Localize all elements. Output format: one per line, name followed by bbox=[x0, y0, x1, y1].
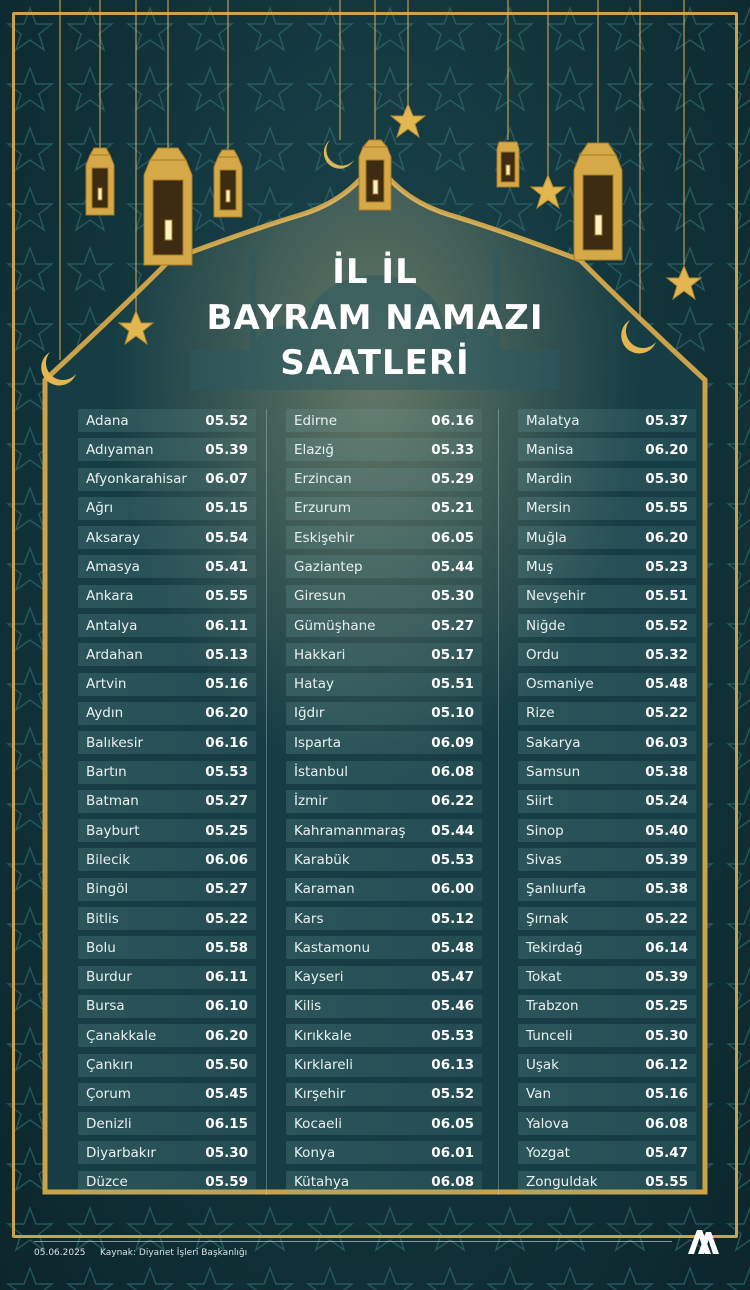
city-row bbox=[78, 497, 256, 520]
prayer-time: 05.51 bbox=[645, 588, 688, 605]
prayer-time: 05.15 bbox=[205, 500, 248, 517]
city-row bbox=[518, 438, 696, 461]
city-name: Kilis bbox=[294, 998, 322, 1015]
city-name: Bolu bbox=[86, 939, 116, 956]
city-column-3 bbox=[518, 409, 696, 1200]
city-row bbox=[518, 907, 696, 930]
city-name: Uşak bbox=[526, 1057, 560, 1074]
city-name: İstanbul bbox=[294, 764, 349, 781]
city-name: Malatya bbox=[526, 412, 580, 429]
city-name: Adana bbox=[86, 412, 129, 429]
city-row bbox=[78, 438, 256, 461]
city-name: Tunceli bbox=[526, 1027, 573, 1044]
city-row bbox=[286, 468, 482, 491]
city-row bbox=[286, 1112, 482, 1135]
city-name: Kırıkkale bbox=[294, 1027, 352, 1044]
city-name: Rize bbox=[526, 705, 555, 722]
city-name: Muş bbox=[526, 558, 554, 575]
city-row bbox=[78, 761, 256, 784]
aa-logo-icon bbox=[686, 1226, 720, 1256]
city-name: Sivas bbox=[526, 851, 562, 868]
city-name: Edirne bbox=[294, 412, 338, 429]
prayer-time: 05.33 bbox=[431, 441, 474, 458]
city-name: Çanakkale bbox=[86, 1027, 157, 1044]
prayer-time: 05.12 bbox=[431, 910, 474, 927]
city-row bbox=[78, 878, 256, 901]
prayer-time: 05.48 bbox=[645, 676, 688, 693]
city-name: Kayseri bbox=[294, 969, 344, 986]
city-row bbox=[518, 702, 696, 725]
city-name: Karabük bbox=[294, 851, 350, 868]
city-row bbox=[286, 702, 482, 725]
city-name: Kocaeli bbox=[294, 1115, 342, 1132]
city-row bbox=[518, 497, 696, 520]
city-name: Kastamonu bbox=[294, 939, 371, 956]
prayer-time: 05.32 bbox=[645, 646, 688, 663]
city-name: Kütahya bbox=[294, 1174, 350, 1191]
prayer-time: 05.27 bbox=[205, 881, 248, 898]
prayer-time: 05.47 bbox=[431, 969, 474, 986]
city-name: Samsun bbox=[526, 764, 581, 781]
prayer-time: 05.27 bbox=[431, 617, 474, 634]
prayer-time: 05.41 bbox=[205, 558, 248, 575]
city-name: Ankara bbox=[86, 588, 134, 605]
city-row bbox=[286, 819, 482, 842]
city-row bbox=[518, 936, 696, 959]
city-name: Bitlis bbox=[86, 910, 119, 927]
prayer-time: 05.52 bbox=[205, 412, 248, 429]
city-row bbox=[78, 702, 256, 725]
city-row bbox=[78, 526, 256, 549]
city-row bbox=[286, 1024, 482, 1047]
prayer-time: 05.13 bbox=[205, 646, 248, 663]
city-row bbox=[286, 1054, 482, 1077]
footer-divider bbox=[34, 1241, 672, 1242]
prayer-time: 05.30 bbox=[431, 588, 474, 605]
prayer-time: 06.16 bbox=[205, 734, 248, 751]
city-column-2 bbox=[286, 409, 482, 1200]
prayer-time: 05.22 bbox=[205, 910, 248, 927]
city-name: Yalova bbox=[526, 1115, 569, 1132]
prayer-time: 06.10 bbox=[205, 998, 248, 1015]
city-row bbox=[286, 614, 482, 637]
city-name: Ağrı bbox=[86, 500, 114, 517]
city-row bbox=[518, 995, 696, 1018]
prayer-time: 06.15 bbox=[205, 1115, 248, 1132]
city-name: Giresun bbox=[294, 588, 346, 605]
city-row bbox=[286, 1171, 482, 1194]
city-row bbox=[286, 673, 482, 696]
city-name: Sinop bbox=[526, 822, 564, 839]
city-row bbox=[518, 643, 696, 666]
city-row bbox=[78, 585, 256, 608]
prayer-time: 05.38 bbox=[645, 881, 688, 898]
prayer-time: 05.48 bbox=[431, 939, 474, 956]
city-row bbox=[78, 1112, 256, 1135]
city-row bbox=[286, 555, 482, 578]
city-name: Mardin bbox=[526, 471, 573, 488]
city-name: Kars bbox=[294, 910, 324, 927]
prayer-time: 05.40 bbox=[645, 822, 688, 839]
prayer-time: 06.12 bbox=[645, 1057, 688, 1074]
prayer-time: 06.08 bbox=[431, 1174, 474, 1191]
prayer-time: 05.52 bbox=[431, 1086, 474, 1103]
city-name: Hatay bbox=[294, 676, 334, 693]
prayer-time: 05.58 bbox=[205, 939, 248, 956]
city-name: Aksaray bbox=[86, 529, 141, 546]
city-row bbox=[78, 848, 256, 871]
title-line-1: İL İL bbox=[332, 252, 418, 292]
city-row bbox=[78, 468, 256, 491]
title-line-3: SAATLERİ bbox=[280, 343, 470, 383]
city-name: Gaziantep bbox=[294, 558, 363, 575]
city-row bbox=[518, 555, 696, 578]
prayer-time: 05.16 bbox=[205, 676, 248, 693]
prayer-time: 05.51 bbox=[431, 676, 474, 693]
prayer-time: 05.30 bbox=[205, 1144, 248, 1161]
city-row bbox=[78, 1024, 256, 1047]
prayer-time: 06.20 bbox=[205, 1027, 248, 1044]
city-row bbox=[286, 643, 482, 666]
prayer-time: 05.39 bbox=[645, 851, 688, 868]
prayer-time: 05.39 bbox=[205, 441, 248, 458]
city-column-1 bbox=[78, 409, 256, 1200]
city-name: Niğde bbox=[526, 617, 566, 634]
city-name: Afyonkarahisar bbox=[86, 471, 187, 488]
city-row bbox=[286, 848, 482, 871]
city-name: Çankırı bbox=[86, 1057, 134, 1074]
city-row bbox=[78, 1141, 256, 1164]
prayer-time: 05.25 bbox=[205, 822, 248, 839]
city-name: Trabzon bbox=[526, 998, 579, 1015]
prayer-time: 05.45 bbox=[205, 1086, 248, 1103]
city-name: Osmaniye bbox=[526, 676, 594, 693]
city-row bbox=[518, 409, 696, 432]
city-name: Muğla bbox=[526, 529, 567, 546]
prayer-time: 06.05 bbox=[431, 529, 474, 546]
city-name: Sakarya bbox=[526, 734, 581, 751]
prayer-time: 05.59 bbox=[205, 1174, 248, 1191]
city-name: Burdur bbox=[86, 969, 132, 986]
prayer-time: 06.09 bbox=[431, 734, 474, 751]
city-row bbox=[518, 585, 696, 608]
prayer-time: 05.37 bbox=[645, 412, 688, 429]
city-name: Karaman bbox=[294, 881, 355, 898]
prayer-time: 05.55 bbox=[645, 1174, 688, 1191]
city-name: Tokat bbox=[526, 969, 562, 986]
city-name: Artvin bbox=[86, 676, 127, 693]
prayer-time: 06.07 bbox=[205, 471, 248, 488]
city-row bbox=[518, 878, 696, 901]
city-name: Bartın bbox=[86, 764, 127, 781]
city-row bbox=[518, 1141, 696, 1164]
city-row bbox=[78, 673, 256, 696]
city-row bbox=[286, 761, 482, 784]
city-name: Konya bbox=[294, 1144, 336, 1161]
city-name: Aydın bbox=[86, 705, 124, 722]
footer-date: 05.06.2025 bbox=[34, 1248, 86, 1258]
city-row bbox=[518, 731, 696, 754]
prayer-time: 05.17 bbox=[431, 646, 474, 663]
city-row bbox=[286, 1083, 482, 1106]
prayer-time: 05.47 bbox=[645, 1144, 688, 1161]
city-row bbox=[286, 966, 482, 989]
city-row bbox=[518, 819, 696, 842]
city-name: Şanlıurfa bbox=[526, 881, 587, 898]
prayer-time: 05.53 bbox=[431, 1027, 474, 1044]
prayer-time: 06.20 bbox=[645, 441, 688, 458]
prayer-time: 06.08 bbox=[645, 1115, 688, 1132]
city-name: Zonguldak bbox=[526, 1174, 598, 1191]
column-divider bbox=[498, 409, 499, 1195]
city-row bbox=[78, 731, 256, 754]
city-name: Balıkesir bbox=[86, 734, 144, 751]
city-row bbox=[286, 995, 482, 1018]
city-name: Bingöl bbox=[86, 881, 129, 898]
city-name: Van bbox=[526, 1086, 552, 1103]
prayer-time: 06.05 bbox=[431, 1115, 474, 1132]
city-row bbox=[78, 995, 256, 1018]
city-row bbox=[78, 555, 256, 578]
city-name: Elazığ bbox=[294, 441, 334, 458]
city-row bbox=[286, 907, 482, 930]
city-name: Mersin bbox=[526, 500, 571, 517]
city-name: Ardahan bbox=[86, 646, 143, 663]
prayer-time: 05.16 bbox=[645, 1086, 688, 1103]
city-row bbox=[518, 614, 696, 637]
prayer-time: 05.44 bbox=[431, 822, 474, 839]
city-row bbox=[286, 409, 482, 432]
prayer-time: 06.20 bbox=[645, 529, 688, 546]
column-divider bbox=[266, 409, 267, 1195]
prayer-time: 05.27 bbox=[205, 793, 248, 810]
prayer-time: 05.53 bbox=[431, 851, 474, 868]
city-name: İzmir bbox=[294, 793, 328, 810]
city-name: Kırklareli bbox=[294, 1057, 354, 1074]
city-name: Düzce bbox=[86, 1174, 128, 1191]
prayer-time: 05.38 bbox=[645, 764, 688, 781]
city-row bbox=[286, 936, 482, 959]
prayer-time: 06.08 bbox=[431, 764, 474, 781]
city-row bbox=[518, 761, 696, 784]
prayer-time: 06.20 bbox=[205, 705, 248, 722]
city-row bbox=[78, 409, 256, 432]
footer-source: Kaynak: Diyanet İşleri Başkanlığı bbox=[100, 1248, 248, 1258]
prayer-time: 06.03 bbox=[645, 734, 688, 751]
city-row bbox=[78, 966, 256, 989]
city-name: Tekirdağ bbox=[526, 939, 583, 956]
prayer-time: 05.50 bbox=[205, 1057, 248, 1074]
city-row bbox=[286, 790, 482, 813]
prayer-time: 05.10 bbox=[431, 705, 474, 722]
city-name: Erzincan bbox=[294, 471, 352, 488]
prayer-time: 06.01 bbox=[431, 1144, 474, 1161]
prayer-time: 05.55 bbox=[645, 500, 688, 517]
prayer-time: 05.44 bbox=[431, 558, 474, 575]
city-name: Bayburt bbox=[86, 822, 140, 839]
city-row bbox=[78, 819, 256, 842]
city-row bbox=[286, 526, 482, 549]
city-name: Şırnak bbox=[526, 910, 569, 927]
prayer-time: 06.00 bbox=[431, 881, 474, 898]
city-row bbox=[286, 497, 482, 520]
city-name: Iğdır bbox=[294, 705, 325, 722]
city-name: Denizli bbox=[86, 1115, 132, 1132]
city-name: Bursa bbox=[86, 998, 125, 1015]
prayer-time: 06.13 bbox=[431, 1057, 474, 1074]
prayer-time: 05.30 bbox=[645, 1027, 688, 1044]
city-name: Kırşehir bbox=[294, 1086, 346, 1103]
city-name: Adıyaman bbox=[86, 441, 154, 458]
city-name: Batman bbox=[86, 793, 139, 810]
city-name: Kahramanmaraş bbox=[294, 822, 406, 839]
city-name: Nevşehir bbox=[526, 588, 586, 605]
city-name: Amasya bbox=[86, 558, 140, 575]
prayer-time: 05.24 bbox=[645, 793, 688, 810]
city-row bbox=[518, 966, 696, 989]
prayer-time: 06.11 bbox=[205, 617, 248, 634]
prayer-time: 05.30 bbox=[645, 471, 688, 488]
city-row bbox=[78, 643, 256, 666]
prayer-time: 05.54 bbox=[205, 529, 248, 546]
city-name: Erzurum bbox=[294, 500, 351, 517]
prayer-time: 05.39 bbox=[645, 969, 688, 986]
prayer-time: 06.06 bbox=[205, 851, 248, 868]
city-row bbox=[518, 526, 696, 549]
prayer-time: 05.55 bbox=[205, 588, 248, 605]
prayer-time: 05.21 bbox=[431, 500, 474, 517]
city-name: Yozgat bbox=[526, 1144, 570, 1161]
city-name: Antalya bbox=[86, 617, 138, 634]
city-row bbox=[518, 468, 696, 491]
prayer-time: 06.14 bbox=[645, 939, 688, 956]
city-row bbox=[78, 1083, 256, 1106]
city-row bbox=[78, 1054, 256, 1077]
city-name: Isparta bbox=[294, 734, 341, 751]
prayer-time: 05.25 bbox=[645, 998, 688, 1015]
city-row bbox=[286, 731, 482, 754]
city-row bbox=[286, 1141, 482, 1164]
city-row bbox=[518, 1112, 696, 1135]
city-name: Eskişehir bbox=[294, 529, 355, 546]
prayer-time: 05.46 bbox=[431, 998, 474, 1015]
prayer-time: 05.52 bbox=[645, 617, 688, 634]
prayer-time: 05.53 bbox=[205, 764, 248, 781]
city-row bbox=[286, 878, 482, 901]
title-line-2: BAYRAM NAMAZI bbox=[206, 298, 544, 338]
city-name: Gümüşhane bbox=[294, 617, 376, 634]
city-row bbox=[518, 848, 696, 871]
city-row bbox=[518, 1024, 696, 1047]
prayer-time: 05.22 bbox=[645, 705, 688, 722]
city-row bbox=[78, 790, 256, 813]
prayer-time: 05.22 bbox=[645, 910, 688, 927]
prayer-time: 06.16 bbox=[431, 412, 474, 429]
city-name: Siirt bbox=[526, 793, 553, 810]
city-row bbox=[78, 614, 256, 637]
city-row bbox=[78, 936, 256, 959]
city-name: Diyarbakır bbox=[86, 1144, 156, 1161]
city-row bbox=[286, 585, 482, 608]
city-name: Çorum bbox=[86, 1086, 131, 1103]
prayer-time: 05.29 bbox=[431, 471, 474, 488]
prayer-time: 06.22 bbox=[431, 793, 474, 810]
city-row bbox=[518, 790, 696, 813]
city-row bbox=[286, 438, 482, 461]
city-name: Bilecik bbox=[86, 851, 131, 868]
city-row bbox=[518, 1083, 696, 1106]
prayer-time: 05.23 bbox=[645, 558, 688, 575]
city-row bbox=[78, 1171, 256, 1194]
city-row bbox=[518, 1171, 696, 1194]
city-name: Ordu bbox=[526, 646, 560, 663]
city-name: Hakkari bbox=[294, 646, 346, 663]
city-row bbox=[78, 907, 256, 930]
prayer-time: 06.11 bbox=[205, 969, 248, 986]
city-row bbox=[518, 1054, 696, 1077]
city-name: Manisa bbox=[526, 441, 574, 458]
city-row bbox=[518, 673, 696, 696]
